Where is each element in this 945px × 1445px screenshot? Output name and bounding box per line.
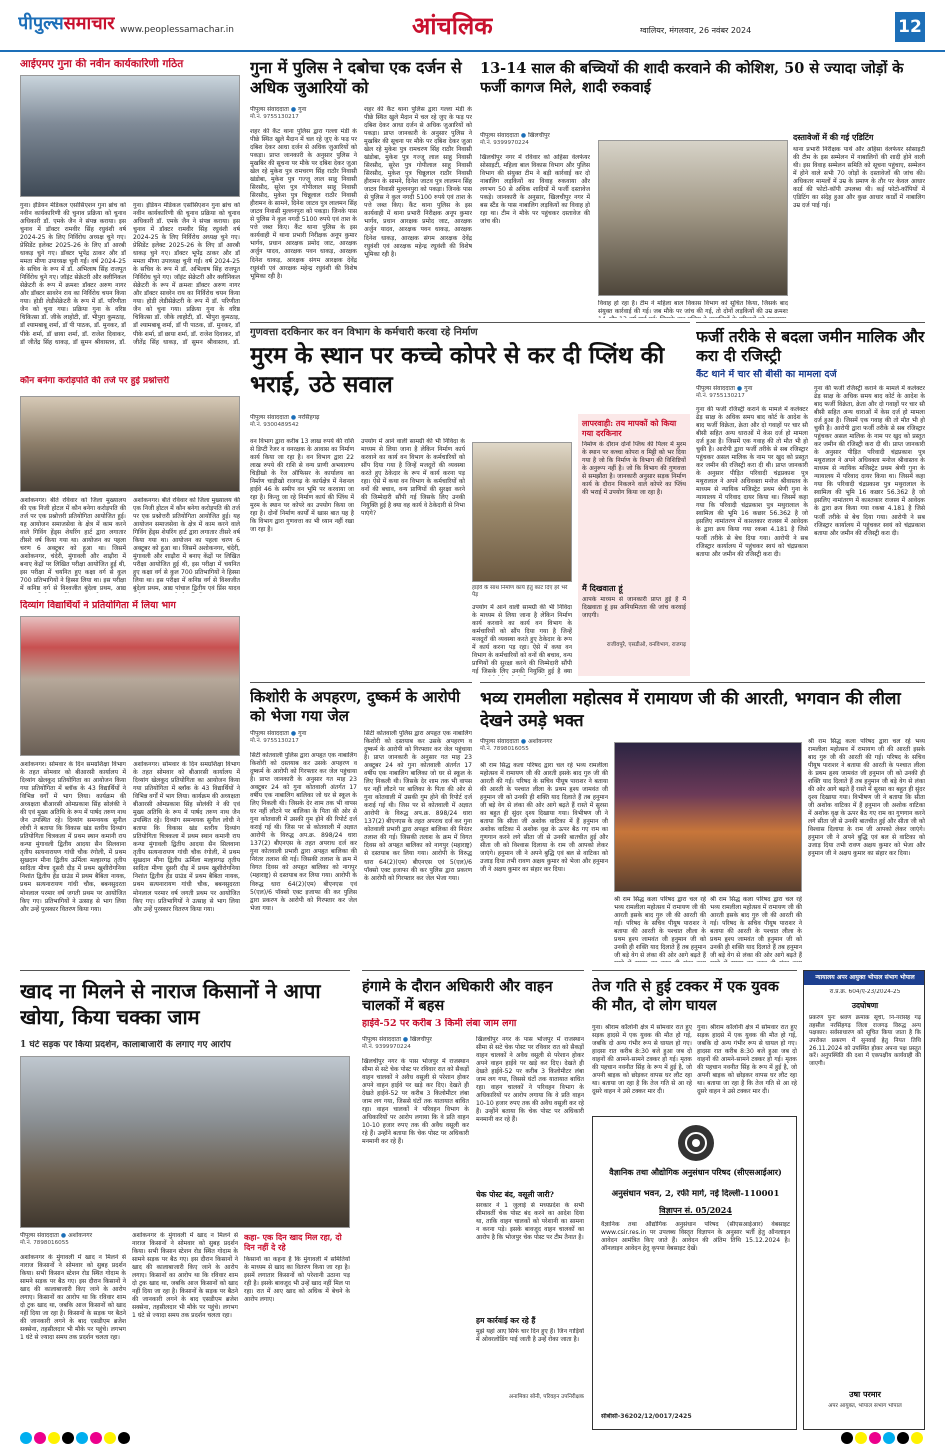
article-body: अशोकनगर। सोमवार के दिन समग्रशिक्षा विभाग के तहत सोमवार को बीआरसी कार्यालय में दिव्यांग खेलकूद प्रतियोगिता का आयोजन किया गया प्रतियोगिता में ब्लॉक के 43 विद्यार्थियों ने विभिन्न वर्गों में भाग लिया। कार्यक्रम की अध्यक्षता बीआरसी ओमप्रकाश सिंह सोलंकी ने की एवं मुख्य अतिथि के रूप में पार्षद तरुण नाथ जैन उपस्थित रहे। दिव्यांग समन्वयक सुनील लोधी ने बताया कि विकास खंड स्तरीय दिव्यांग प्रतियोगिता चित्रकला में प्रथम स्थान कमानी राय कन्या मुंगावली द्वितीय आदया सैन सिलवाना तृतीय सत्यनारायण गांधी चौक रंगोली, में प्रथम सुखदान मीना द्वितीय ऊर्मिला मल्हारगढ़ तृतीय सादिता मीणा दूसरी दौड़ में प्रथम खुशीरोगनिया निशांत द्वितीय हेंड ग्राउंड में प्रथम बैबिता नायक, प्रथम सत्यनारायण गांधी चौक, बबनसुदरता मोनलाल परमार वर्ष जगती प्रथम पर आयोजित किए गए। प्रतिभागियों ने उत्साह से भाग लिया और उन्हें पुरस्कार वितरण किया गया।	[20, 761, 126, 913]
article-body-cont: खिलचीपुर नगर के पास भोजपुर में राजस्थान सीमा से सटे चेक पोस्ट पर रविवार रात को सैकड़ों वाहन चालकों ने अवैध वसूली से परेशान होकर अपने वाहन हाईवे पर खड़े कर दिए। देखते ही देखते हाईवे-52 पर करीब 3 किलोमीटर लंबा जाम लग गया, जिससे घंटों तक यातायात बाधित रहा। वाहन चालकों ने परिवहन विभाग के अधिकारियों पर आरोप लगाया कि वे प्रति वाहन 10-10 हजार रुपए तक की अवैध वसूली कर रहे हैं। उन्होंने बताया कि चेक पोस्ट पर अधिकारी मनमानी कर रहे हैं।	[476, 1036, 584, 1124]
divider	[362, 970, 584, 971]
magenta-swatch	[869, 1432, 881, 1444]
quote-body: आपके माध्यम से जानकारी प्राप्त हुई है मैं दिखवाता हूं इस अनियमितता की जांच करवाई जाएगी।	[582, 595, 686, 619]
event-photo	[20, 616, 240, 756]
fertilizer-box	[244, 1232, 350, 1430]
yellow-swatch	[911, 1432, 923, 1444]
article-body-cont2: श्री राम सिद्ध कला परिषद द्वारा चल रहे भव्य रामलीला महोत्सव में रामायण जी की आरती इसके बाद गुरु जी की आरती की गई। परिषद के सचिव पीयूष पाराशर ने बताया की आरती के पश्चात लीला के प्रथम हृश्य जामवंत जी हनुमान जी को उनकी ही शक्ति याद दिलाते हैं तब हनुमान जी बड़े वेग से लंका की ओर आगे बढ़ते हैं	[710, 896, 802, 960]
color-registration-strip	[20, 1432, 280, 1444]
article-body-cont: गुना। इंडियन मेडिकल एसोसिएशन गुना ब्रांच को नवीन कार्यकारिणी की चुनाव प्रक्रिया को चुनाव अधिकारी डॉ. एमके जैन ने संपन्न कराया। इस चुनाव में डॉक्टर रामवीर सिंह रघुवंशी वर्ष 2024-25 के लिए निर्विरोध अध्यक्ष चुने गए। प्रेसिडेंट इलेक्ट 2025-26 के लिए डॉ आरबी धाकड़ चुने गए। डॉक्टर भूपेंद्र ठाकर और डॉ ममता मीणा उपाध्यक्ष चुनी गईं। वर्ष 2024-25 के सचिव के रूप में डॉ. अभिलाष सिंह राजपूत निर्विरोध चुने गए। जॉइंट सेक्रेटरी और क्लीनिकल सेक्रेटरी के रूप में क्रमशः डॉक्टर अरुण नागर और डॉक्टर सावरेन राय का निर्विरोध चयन किया गया। होडी लेडीसेक्रेटरी के रूप में डॉ. परिणीता जैन को चुना गया। प्रक्रिया गुना के वरिष्ठ चिकित्सा डॉ. जीके लाहोटी, डॉ. भीपुरा कुमठाड़, डॉ श्यामबाबू शर्मा, डॉ पी पाठक, डॉ. मुनकर, डॉ पीके शर्मा, डॉ छाया शर्मा, डॉ. राजेश दिवाकर, डॉ जीतेंद्र सिंह धाकड़, डॉ सुमन श्रीवास्तव, डॉ.	[133, 202, 240, 346]
headline: तेज गति से हुई टक्कर में एक युवक की मौत, दो लोग घायल	[592, 978, 779, 1014]
article-body: श्री राम सिद्ध कला परिषद द्वारा चल रहे भव्य रामलीला महोत्सव में रामायण जी की आरती इसके बाद गुरु जी की आरती की गई। परिषद के सचिव पीयूष पाराशर ने बताया की आरती के पश्चात लीला के प्रथम हृश्य जामवंत जी हनुमान जी को उनकी ही शक्ति याद दिलाते हैं तब हनुमान जी बड़े वेग से लंका की ओर आगे बढ़ते हैं रास्ते में सुरसा का बहुत ही सुंदर दृश्य दिखाया गया। विभीषण जी ने बताया कि सीता जी अशोक वाटिका में हैं हनुमान जी अशोक वाटिका में अशोक वृक्ष के ऊपर बैठ गए राम का गुणगान करने लगे सीता जी से उनकी बातचीत हुई और सीता जी को विश्वास दिलाया के राम जी आपको लेकर जाएंगे। हनुमान जी ने अपने बुद्धि एवं बल से वाटिका को उजाड़ दिया तभी रावण अक्षय कुमार को भेजा और हनुमान जी ने अक्षय कुमार का संहार कर दिया।	[480, 762, 608, 874]
article-divyang	[20, 600, 240, 970]
divider	[250, 322, 690, 323]
protest-photo	[20, 1056, 350, 1228]
deck: 1 घंटे सड़क पर किया प्रदर्शन, कालाबाजारी के लगाए गए आरोप	[20, 1040, 231, 1050]
article-body-cont: अशोकनगर के मुंगावली में खाद न मिलने से नाराज किसानों ने सोमवार को सुबह प्रदर्शन किया। सभी किसान स्टेशन रोड स्थित गोदाम के सामने सड़क पर बैठ गए। इस दौरान किसानों ने खाद की कालाबाजारी किए जाने के आरोप लगाए। किसानों का आरोप था कि रविवार शाम दो ट्रक खाद था, जबकि आज किसानों को खाद नहीं दिया जा रहा है। किसानों के सड़क पर बैठने की जानकारी लगने के बाद एसडीएम ब्रजेश सक्सेना, तहसीलदार भी मौके पर पहुंचे। लगभग 1 घंटे से ज्यादा समय तक प्रदर्शन चलता रहा।	[132, 1232, 238, 1320]
quiz-photo	[20, 396, 240, 492]
divider	[696, 322, 925, 323]
article-body-cont: विवाह हो रहा है। टीम ने महिला बाल विकास विभाग को सूचित किया, जिसके बाद संयुक्त कार्रवाई की गई। जब मौके पर जांच की गई, तो दोनों लड़कियों की उम्र क्रमशः	[598, 300, 788, 316]
csir-code: सीबीसी-36202/12/0017/2425	[601, 1413, 692, 1420]
article-highway-jam	[362, 970, 584, 1430]
cyan-swatch	[76, 1432, 88, 1444]
quote-title: मैं दिखवाता हूं	[582, 583, 623, 593]
negligence-box	[578, 414, 690, 676]
headline: आईएमए गुना की नवीन कार्यकारिणी गठित	[20, 58, 184, 70]
headline: खाद ना मिलने से नाराज किसानों ने आपा खोया, किया चक्का जाम	[20, 979, 321, 1029]
article-accident	[592, 970, 797, 1110]
article-fertilizer	[20, 970, 350, 1430]
case-number: रा.प्र.क्र. 604/ए-23/2024-25	[829, 989, 901, 995]
black-swatch	[841, 1432, 853, 1444]
article-kbc-quiz	[20, 376, 240, 594]
article-body: सिटी कोतवाली पुलिस द्वारा अपहृत एक नाबालिग किशोरी को दस्तयाब कर उसके अपहरण व दुष्कर्म के आरोपी को गिरफ्तार कर जेल पहुंचाया है। प्राप्त जानकारी के अनुसार गत माह 23 अक्टूबर 24 को गुना कोतवाली अंतर्गत 17 वर्षीय एक नाबालिग बालिका जो घर से स्कूल के लिए निकली थी। जिसके देर शाम तक भी वापस घर नहीं लौटने पर बालिका के पिता की ओर से गुना कोतवाली में उसकी गुम होने की रिपोर्ट दर्ज कराई गई थी। जिस पर से कोतवाली में अज्ञात आरोपी के विरुद्ध अप.क्र. 898/24 धारा 137(2) बीएनएस के तहत अपराध दर्ज कर गुना कोतवाली प्रभारी द्वारा अपहृत बालिका की निरंतर तलाश की गई। जिसकी तलाश के क्रम में विगत दिवस को अपहृत बालिका को नागपुर (महाराष्ट्र) से दस्तयाब कर लिया गया। आरोपी के विरुद्ध धारा 64(2)(एम) बीएनएस एवं 5(एल)/6 पॉक्सो एक्ट इजाफा की कर पुलिस द्वारा प्रकरण के आरोपी को गिरफ्तार कर जेल भेजा गया।	[250, 752, 357, 912]
sidebar-editing	[793, 132, 925, 318]
csir-address: अनुसंधान भवन, 2, रफी मार्ग, नई दिल्ली-110001	[611, 1189, 780, 1199]
csir-notice: विज्ञापन सं. 05/2024	[659, 1205, 732, 1215]
headline: हंगामे के दौरान अधिकारी और वाहन चालकों में बहस	[362, 978, 553, 1014]
article-body: गुना। श्रीराम कॉलोनी क्षेत्र में सोमवार रात हुए सड़क हादसे में एक युवक की मौत हो गई, जबकि दो अन्य गंभीर रूप से घायल हो गए। हादसा रात करीब 8:30 बजे हुआ जब दो वाहनों की आमने-सामने टक्कर हो गई। मृतक की पहचान नवनीत सिंह के रूप में हुई है, जो अपनी बाइक को छोड़कर वापस घर लौट रहा था। बताया जा रहा है कि तेज गति से आ रहे दूसरे वाहन ने उसे टक्कर मार दी।	[592, 1024, 692, 1096]
byline: पीपुल्स संवाददाता ● अशोकनगर मो.नं. 7898016055	[20, 1232, 93, 1246]
box-title: लापरवाही: तय मापकों को किया गया दरकिनार	[582, 418, 677, 438]
byline: पीपुल्स संवाददाता ● नरसिंहगढ़ मो.नं. 9300489542	[250, 414, 320, 428]
notice-header: न्यायालय अपर आयुक्त भोपाल संभाग भोपाल	[804, 971, 925, 985]
court-notice[interactable]	[803, 970, 925, 1430]
csir-advertisement[interactable]	[592, 1116, 797, 1430]
divider	[20, 970, 350, 971]
cyan-swatch	[883, 1432, 895, 1444]
notice-sign-title: अपर आयुक्त, भोपाल संभाग भोपाल	[828, 1403, 902, 1409]
black-swatch	[62, 1432, 74, 1444]
brand-logo[interactable]: पीपुल्ससमाचार	[18, 13, 115, 34]
divider	[592, 970, 797, 971]
article-body: खिलचीपुर नगर में रविवार को अहिंसा वेलफेयर सोसाइटी, महिला बाल विकास विभाग और पुलिस विभाग की संयुक्त टीम ने बड़ी कार्रवाई कर दो नाबालिग लड़कियों का विवाह रुकवाया और लगभग 50 से अधिक शादियों में फर्जी दस्तावेज पकड़े। जानकारी के अनुसार, खिलचीपुर नगर में बस स्टैंड के पास नाबालिग लड़कियों का विवाह हो रहा था। टीम ने मौके पर पहुंचकर दस्तावेज की जांच की।	[480, 154, 590, 226]
notice-sign: उषा परमार	[849, 1389, 881, 1399]
sidebar-title: दस्तावेजों में की गई एडिटिंग	[793, 132, 874, 142]
section-title: आंचलिक	[412, 11, 493, 40]
article-fake-registry	[696, 322, 925, 677]
sub1-title: चेक पोस्ट बंद, वसूली जारी?	[476, 1190, 554, 1199]
article-child-marriage	[480, 60, 925, 318]
article-kidnap	[250, 682, 472, 964]
website-url[interactable]: www.peoplessamachar.in	[120, 25, 234, 35]
magenta-swatch	[90, 1432, 102, 1444]
black-swatch	[897, 1432, 909, 1444]
article-body-cont: अशोकनगर। सोमवार के दिन समग्रशिक्षा विभाग के तहत सोमवार को बीआरसी कार्यालय में दिव्यांग खेलकूद प्रतियोगिता का आयोजन किया गया प्रतियोगिता में ब्लॉक के 43 विद्यार्थियों ने विभिन्न वर्गों में भाग लिया। कार्यक्रम की अध्यक्षता बीआरसी ओमप्रकाश सिंह सोलंकी ने की एवं मुख्य अतिथि के रूप में पार्षद तरुण नाथ जैन उपस्थित रहे। दिव्यांग समन्वयक सुनील लोधी ने बताया कि विकास खंड स्तरीय दिव्यांग प्रतियोगिता चित्रकला में प्रथम स्थान कमानी राय कन्या मुंगावली द्वितीय आदया सैन सिलवाना तृतीय सत्यनारायण गांधी चौक रंगोली, में प्रथम सुखदान मीना द्वितीय ऊर्मिला मल्हारगढ़ तृतीय सादिता मीणा दूसरी दौड़ में प्रथम खुशीरोगनिया निशांत द्वितीय हेंड ग्राउंड में प्रथम बैबिता नायक, प्रथम सत्यनारायण गांधी चौक, बबनसुदरता मोनलाल परमार वर्ष जगती प्रथम पर आयोजित किए गए। प्रतिभागियों ने उत्साह से भाग लिया और उन्हें पुरस्कार वितरण किया गया।	[133, 761, 240, 913]
ramlila-photo	[614, 742, 802, 892]
article-body-cont: गुना। श्रीराम कॉलोनी क्षेत्र में सोमवार रात हुए सड़क हादसे में एक युवक की मौत हो गई, जबकि दो अन्य गंभीर रूप से घायल हो गए। हादसा रात करीब 8:30 बजे हुआ जब दो वाहनों की आमने-सामने टक्कर हो गई। मृतक की पहचान नवनीत सिंह के रूप में हुई है, जो अपनी बाइक को छोड़कर वापस घर लौट रहा था। बताया जा रहा है कि तेज गति से आ रहे दूसरे वाहन ने उसे टक्कर मार दी।	[697, 1024, 797, 1096]
article-gambling	[250, 58, 472, 320]
cyan-swatch	[20, 1432, 32, 1444]
article-plinth	[250, 322, 690, 677]
sub2-title: हम कार्रवाई कर रहे हैं	[476, 1315, 536, 1325]
raid-photo	[598, 140, 788, 296]
article-body-cont: सिटी कोतवाली पुलिस द्वारा अपहृत एक नाबालिग किशोरी को दस्तयाब कर उसके अपहरण व दुष्कर्म के आरोपी को गिरफ्तार कर जेल पहुंचाया है। प्राप्त जानकारी के अनुसार गत माह 23 अक्टूबर 24 को गुना कोतवाली अंतर्गत 17 वर्षीय एक नाबालिग बालिका जो घर से स्कूल के लिए निकली थी। जिसके देर शाम तक भी वापस घर नहीं लौटने पर बालिका के पिता की ओर से गुना कोतवाली में उसकी गुम होने की रिपोर्ट दर्ज कराई गई थी। जिस पर से कोतवाली में अज्ञात आरोपी के विरुद्ध अप.क्र. 898/24 धारा 137(2) बीएनएस के तहत अपराध दर्ज कर गुना कोतवाली प्रभारी द्वारा अपहृत बालिका की निरंतर तलाश की गई। जिसकी तलाश के क्रम में विगत दिवस को अपहृत बालिका को नागपुर (महाराष्ट्र) से दस्तयाब कर लिया गया। आरोपी के विरुद्ध धारा 64(2)(एम) बीएनएस एवं 5(एल)/6 पॉक्सो एक्ट इजाफा की कर पुलिस द्वारा प्रकरण के आरोपी को गिरफ्तार कर जेल भेजा गया।	[364, 730, 472, 882]
article-body: गुना की फर्जी रजिस्ट्री कराने के मामले में कलेक्टर ढेड़ साक्ष के अधिक समय बाद कोर्ट के आदेश के बाद फर्जी विक्रेता, क्रेता और दो गवाहों पर चार सौ बीसी सहित अन्य धाराओं में केस दर्ज हो मामला दर्ज हुआ है। जिसमें एक गवाह की तो मौत भी हो चुकी है। आरोपी द्वारा फर्जी तरीके से सब रजिस्ट्रार पहुंचकर असल मालिक के नाम पर खुद को प्रस्तुत कर जमीन की रजिस्ट्री करा दी थी। प्राप्त जानकारी के अनुसार पीड़ित परिवादी चंद्रप्रकाश पुत्र मथुरालाल ने अपने अधिवक्ता मनोज श्रीवास्तव के माध्यम से न्यायिक मजिस्ट्रेट प्रथम श्रेणी गुना के न्यायालय में परिवाद दायर किया था। जिसमें कहा गया कि परिवादी चंद्रप्रकाश पुत्र मथुरालाल के स्वामित्व की भूमि 16 कछार 56.362 है जो इसलिए नामांतरण में काश्तकार राजस्व में आवेदक के द्वारा क्रय किया गया रकबा 4.181 है जिसे फर्जी तरीके से बेच दिया गया। आरोपी ने सब रजिस्ट्रार कार्यालय में पहुंचकर स्वयं को चंद्रप्रकाश बताया और जमीन की रजिस्ट्री करा दी।	[696, 406, 808, 558]
csir-name: वैज्ञानिक तथा औद्योगिक अनुसंधान परिषद (सीएसआईआर)	[609, 1167, 782, 1177]
box-body: निर्माण के दौरान दोनों प्लिंथ की पिलर में मुरम के स्थान पर कच्चा कोपरा व मिट्टी को भर दिया गया है जो कि निर्माण के विभाग की विशिष्टियों के अनुरूप नहीं है। जो कि विभाग की गुणवत्ता से समझौता है। जानकारी अनुसार सड़क निर्माण कार्य के दौरान निकलने वाले कोपरे का प्लिंथ की भराई में उपयोग किया जा रहा है।	[582, 441, 686, 497]
article-body-cont: श्री राम सिद्ध कला परिषद द्वारा चल रहे भव्य रामलीला महोत्सव में रामायण जी की आरती इसके बाद गुरु जी की आरती की गई। परिषद के सचिव पीयूष पाराशर ने बताया की आरती के पश्चात लीला के प्रथम हृश्य जामवंत जी हनुमान जी को उनकी ही शक्ति याद दिलाते हैं तब हनुमान जी बड़े वेग से लंका की ओर आगे बढ़ते हैं	[614, 896, 706, 960]
page-number: 12	[895, 12, 925, 42]
byline: पीपुल्स संवाददाता ● खिलचीपुर मो.नं. 9399970224	[480, 132, 550, 146]
yellow-swatch	[48, 1432, 60, 1444]
divider	[480, 682, 925, 683]
article-body: खिलचीपुर नगर के पास भोजपुर में राजस्थान सीमा से सटे चेक पोस्ट पर रविवार रात को सैकड़ों वाहन चालकों ने अवैध वसूली से परेशान होकर अपने वाहन हाईवे पर खड़े कर दिए। देखते ही देखते हाईवे-52 पर करीब 3 किलोमीटर लंबा जाम लग गया, जिससे घंटों तक यातायात बाधित रहा। वाहन चालकों ने परिवहन विभाग के अधिकारियों पर आरोप लगाया कि वे प्रति वाहन 10-10 हजार रुपए तक की अवैध वसूली कर रहे हैं। उन्होंने बताया कि चेक पोस्ट पर अधिकारी मनमानी कर रहे हैं।	[362, 1058, 469, 1146]
sub1-body: सरकार ने 1 जुलाई से मध्यप्रदेश के सभी सीमावर्ती चेक पोस्ट बंद करने का आदेश दिया था, ताकि वाहन चालकों को परेशानी का सामना न करना पड़े। इसके बावजूद वाहन चालकों का आरोप है कि भोजपुर चेक पोस्ट पर टीम तैनात है।	[476, 1201, 584, 1242]
deck: कैंट थाने में चार सौ बीसी का मामला दर्ज	[696, 369, 837, 380]
group-photo	[20, 75, 240, 197]
kicker: गुणवत्ता दरकिनार कर वन विभाग के कर्मचारी करवा रहे निर्माण	[250, 327, 478, 338]
quote-sign: राजीवपुरे, एसडीओ, वनविभाग, राजगढ़	[606, 641, 686, 648]
dateline: ग्वालियर, मंगलवार, 26 नवंबर 2024	[640, 26, 752, 35]
color-registration-strip-right	[720, 1432, 925, 1444]
article-body-cont: शहर की कैंट थाना पुलिस द्वारा गल्ला मंडी के पीछे स्थित खुले मैदान में चल रहे जुए के फड़ पर दबिश देकर आधा दर्जन से अधिक जुआरियों को पकड़ा। प्राप्त जानकारी के अनुसार पुलिस ने मुखबिर की सूचना पर मौके पर दबिश देकर जुआ खेल रहे मुकेश पुत्र रामचरण सिंह राठौर निवासी खंडोबा, मुकेश पुत्र गज्जू लाल साहू निवासी सिरसौद, सुरेश पुत्र गोपीलाल साहू निवासी सिरसौद, मुकेश पुत्र चिन्नूलाल राठौर निवासी हीरामन के सामने, दिनेश जाटव पुत्र लालमन सिंह जाटव निवासी मुल्लनपुरा को पकड़ा। जिनके पास से पुलिस ने कुल नगदी 5100 रुपये एवं ताश के पत्ते जब्त किए। कैंट थाना पुलिस के इस कार्यवाही में थाना प्रभारी निरीक्षक अनूप कुमार भार्गव, प्रधान आरक्षक प्रमोद जाट, आरक्षक अर्जुन यादव, आरक्षक पवन धाकड़, आरक्षक दिनेश धाकड़, आरक्षक संगम आरक्षक देवेंद्र रघुवंशी एवं आरक्षक महेन्द्र रघुवंशी की विशेष भूमिका रही है।	[364, 106, 472, 258]
article-body: अशोकनगर। बीते रविवार को जिला मुख्यालय की एक निजी होटल में कौन बनेगा करोड़पति की तर्ज पर एक प्रश्नोत्तरी प्रतियोगिता आयोजित हुई। यह आयोजन समाजसेवा के क्षेत्र में काम करने वाले गिविंग हेंड्स शेयरिंग हार्ट द्वारा लगातार तीसरे वर्ष किया गया था। आयोजन का पहला चरण 6 अक्टूबर को हुआ था। जिसमें अशोकनगर, चंदेरी, मुंगावली और शाढ़ौरा में बनाए केंद्रों पर लिखित परीक्षा आयोजित हुई थी, इस परीक्षा में चयनित हुए कक्षा वर्ग से कुल 700 प्रतिभागियों ने हिस्सा लिया था। इस परीक्षा में कनिष्ठ वर्ग से विश्वजीत बुंदेला प्रथम, आद्य	[20, 497, 126, 593]
article-ima-guna	[20, 58, 240, 348]
article-body: अशोकनगर के मुंगावली में खाद न मिलने से नाराज किसानों ने सोमवार को सुबह प्रदर्शन किया। सभी किसान स्टेशन रोड स्थित गोदाम के सामने सड़क पर बैठ गए। इस दौरान किसानों ने खाद की कालाबाजारी किए जाने के आरोप लगाए। किसानों का आरोप था कि रविवार शाम दो ट्रक खाद था, जबकि आज किसानों को खाद नहीं दिया जा रहा है। किसानों के सड़क पर बैठने की जानकारी लगने के बाद एसडीएम ब्रजेश सक्सेना, तहसीलदार भी मौके पर पहुंचे। लगभग 1 घंटे से ज्यादा समय तक प्रदर्शन चलता रहा।	[20, 1254, 126, 1342]
article-ramlila	[480, 682, 925, 964]
article-body-cont: गुना की फर्जी रजिस्ट्री कराने के मामले में कलेक्टर ढेड़ साक्ष के अधिक समय बाद कोर्ट के आदेश के बाद फर्जी विक्रेता, क्रेता और दो गवाहों पर चार सौ बीसी सहित अन्य धाराओं में केस दर्ज हो मामला दर्ज हुआ है। जिसमें एक गवाह की तो मौत भी हो चुकी है। आरोपी द्वारा फर्जी तरीके से सब रजिस्ट्रार पहुंचकर असल मालिक के नाम पर खुद को प्रस्तुत कर जमीन की रजिस्ट्री करा दी थी। प्राप्त जानकारी के अनुसार पीड़ित परिवादी चंद्रप्रकाश पुत्र मथुरालाल ने अपने अधिवक्ता मनोज श्रीवास्तव के माध्यम से न्यायिक मजिस्ट्रेट प्रथम श्रेणी गुना के न्यायालय में परिवाद दायर किया था। जिसमें कहा गया कि परिवादी चंद्रप्रकाश पुत्र मथुरालाल के स्वामित्व की भूमि 16 कछार 56.362 है जो इसलिए नामांतरण में काश्तकार राजस्व में आवेदक के द्वारा क्रय किया गया रकबा 4.181 है जिसे फर्जी तरीके से बेच दिया गया। आरोपी ने सब रजिस्ट्रार कार्यालय में पहुंचकर स्वयं को चंद्रप्रकाश बताया और जमीन की रजिस्ट्री करा दी।	[814, 385, 925, 537]
yellow-swatch	[104, 1432, 116, 1444]
headline: फर्जी तरीके से बदला जमीन मालिक और करा दी रजिस्ट्री	[696, 327, 925, 366]
byline: पीपुल्स संवाददाता ● गुना मो.नं. 9755130217	[696, 385, 753, 399]
article-col2	[476, 1036, 584, 1430]
csir-logo-icon	[678, 1125, 714, 1161]
quote-sign: अनामिका सोनी, परिवहन उपनिरीक्षक	[508, 1393, 584, 1400]
byline: पीपुल्स संवाददाता ● गुना मो.नं. 9755130217	[250, 730, 307, 744]
byline: पीपुल्स संवाददाता ● गुना मो.नं. 9755130217	[250, 106, 307, 120]
csir-body: वैज्ञानिक तथा औद्योगिक अनुसंधान परिषद (सीएसआईआर) वेबसाइट www.csir.res.in पर उपलब्ध विस्तृत विज्ञापन के अनुसार भर्ती हेतु ऑनलाइन आवेदन आमंत्रित किए जाते हैं। आवेदन की अंतिम तिथि 15.12.2024 है। ऑनलाइन आवेदन हेतु कृपया वेबसाइट देखें।	[601, 1221, 790, 1253]
article-body: शहर की कैंट थाना पुलिस द्वारा गल्ला मंडी के पीछे स्थित खुले मैदान में चल रहे जुए के फड़ पर दबिश देकर आधा दर्जन से अधिक जुआरियों को पकड़ा। प्राप्त जानकारी के अनुसार पुलिस ने मुखबिर की सूचना पर मौके पर दबिश देकर जुआ खेल रहे मुकेश पुत्र रामचरण सिंह राठौर निवासी खंडोबा, मुकेश पुत्र गज्जू लाल साहू निवासी सिरसौद, सुरेश पुत्र गोपीलाल साहू निवासी सिरसौद, मुकेश पुत्र चिन्नूलाल राठौर निवासी हीरामन के सामने, दिनेश जाटव पुत्र लालमन सिंह जाटव निवासी मुल्लनपुरा को पकड़ा। जिनके पास से पुलिस ने कुल नगदी 5100 रुपये एवं ताश के पत्ते जब्त किए। कैंट थाना पुलिस के इस कार्यवाही में थाना प्रभारी निरीक्षक अनूप कुमार भार्गव, प्रधान आरक्षक प्रमोद जाट, आरक्षक अर्जुन यादव, आरक्षक पवन धाकड़, आरक्षक दिनेश धाकड़, आरक्षक संगम आरक्षक देवेंद्र रघुवंशी एवं आरक्षक महेन्द्र रघुवंशी की विशेष भूमिका रही है।	[250, 128, 357, 280]
headline: 13-14 साल की बच्चियों की शादी करवाने की कोशिश, 50 से ज्यादा जोड़ों के फर्जी कागज मिले, शादी रुकवाई	[480, 60, 904, 96]
byline: पीपुल्स संवाददाता ● खिलचीपुर मो.नं. 9399970224	[362, 1036, 432, 1050]
sidebar-body: थाना प्रभारी निरीक्षक पार्थ और अहिंसा वेलफेयर सोसाइटी की टीम के इस सम्मेलन में नाबालिगों की शादी होने वाली थी। इस विवाह सम्मेलन समिति को सूचना पहुंचाए, सम्मेलन में होने वाले सभी 70 जोड़ों के दस्तावेजों की जांच की। अधिकतर मामलों में उम्र के प्रमाण के तौर पर केवल आधार कार्ड की फोटो-कॉपी उपलब्ध थी। कई फोटो-कॉपियों में एडिटिंग का संदेह हुआ और कुछ आधार कार्डों में नाबालिग उम्र दर्ज पाई गई।	[793, 146, 925, 210]
magenta-swatch	[34, 1432, 46, 1444]
yellow-swatch	[855, 1432, 867, 1444]
article-body-cont3: श्री राम सिद्ध कला परिषद द्वारा चल रहे भव्य रामलीला महोत्सव में रामायण जी की आरती इसके बाद गुरु जी की आरती की गई। परिषद के सचिव पीयूष पाराशर ने बताया की आरती के पश्चात लीला के प्रथम हृश्य जामवंत जी हनुमान जी को उनकी ही शक्ति याद दिलाते हैं तब हनुमान जी बड़े वेग से लंका की ओर आगे बढ़ते हैं रास्ते में सुरसा का बहुत ही सुंदर दृश्य दिखाया गया। विभीषण जी ने बताया कि सीता जी अशोक वाटिका में हैं हनुमान जी अशोक वाटिका में अशोक वृक्ष के ऊपर बैठ गए राम का गुणगान करने लगे सीता जी से उनकी बातचीत हुई और सीता जी को विश्वास दिलाया के राम जी आपको लेकर जाएंगे। हनुमान जी ने अपने बुद्धि एवं बल से वाटिका को उजाड़ दिया तभी रावण अक्षय कुमार को भेजा और हनुमान जी ने अक्षय कुमार का संहार कर दिया।	[808, 738, 925, 858]
sub2-body: मुझे यहां आए सिर्फ चार दिन हुए हैं। जिन गाड़ियों में ओवरलोडिंग पाई जाती है उन्हें रोका जाता है।	[476, 1327, 584, 1343]
black-swatch	[118, 1432, 130, 1444]
headline: गुना में पुलिस ने दबोचा एक दर्जन से अधिक जुआरियों को	[250, 58, 462, 97]
box-title: कहा- एक दिन खाद मिल रहा, दो दिन नहीं दे रहे	[244, 1232, 342, 1253]
article-body-cont: उपयोग में आने वाली सामग्री की भी निविदा के माध्यम से लिया जाना है लेकिन निर्माण कार्य करवाने का कार्य वन विभाग के कर्मचारियों को सौंप दिया गया है जिन्हें मजदूरों की व्यवस्था करते हुए ठेकेदार के रूप में कार्य करना पड़ रहा। ऐसे में कथा वन विभाग के कर्मचारियों को वनों की बचाव, वन्य प्राणियों की सुरक्षा करने की जिम्मेदारी सौंपी गई जिसके लिए उनकी नियुक्ति हुई है क्या वह कार्य वे ठेकेदारी से निभा पाएंगे?	[361, 438, 465, 518]
article-body: वन विभाग द्वारा करीब 13 लाख रुपये की राशि से डिप्टी रेंजर व वनरक्षक के आवास का निर्माण कार्य किया जा रहा है। वन विभाग द्वारा 22 लाख रुपये की राशि से वन्य प्राणी अभयारण्य चिड़ीखो के रेंज ऑफिसर के कार्यालय का निर्माण चाड़ीखो राजगढ़ के कार्यक्षेत्र में नेशनल हाईवे 46 के समीप वन भूमि पर करवाया जा रहा है। किन्तु जा रहे निर्माण कार्य की प्लिंथ में मुरम के स्थान पर कोपरे का उपयोग किया जा रहा है। दोनों निर्माण कार्यों में खास बात यह है कि विभाग द्वारा गुणवत्ता का भी ध्यान नहीं रखा जा रहा है।	[250, 438, 354, 534]
headline: भव्य रामलीला महोत्सव में रामायण जी की आरती, भगवान की लीला देखने उमड़े भक्त	[480, 689, 901, 732]
notice-body: प्रकरण पुनः श्रवण क्रमांक सूची, नि-नरसिंह गढ़ तहसील नरसिंहगढ़ जिला राजगढ़ विरुद्ध अन्य पक्षकार। सर्वसाधारण को सूचित किया जाता है कि उपरोक्त प्रकरण में सुनवाई हेतु नियत तिथि 26.11.2024 को उपस्थित होकर अपना पक्ष प्रस्तुत करें। अनुपस्थिति की दशा में एकपक्षीय कार्यवाही की जाएगी।	[809, 1015, 921, 1067]
article-body: गुना। इंडियन मेडिकल एसोसिएशन गुना ब्रांच को नवीन कार्यकारिणी की चुनाव प्रक्रिया को चुनाव अधिकारी डॉ. एमके जैन ने संपन्न कराया। इस चुनाव में डॉक्टर रामवीर सिंह रघुवंशी वर्ष 2024-25 के लिए निर्विरोध अध्यक्ष चुने गए। प्रेसिडेंट इलेक्ट 2025-26 के लिए डॉ आरबी धाकड़ चुने गए। डॉक्टर भूपेंद्र ठाकर और डॉ ममता मीणा उपाध्यक्ष चुनी गईं। वर्ष 2024-25 के सचिव के रूप में डॉ. अभिलाष सिंह राजपूत निर्विरोध चुने गए। जॉइंट सेक्रेटरी और क्लीनिकल सेक्रेटरी के रूप में क्रमशः डॉक्टर अरुण नागर और डॉक्टर सावरेन राय का निर्विरोध चयन किया गया। होडी लेडीसेक्रेटरी के रूप में डॉ. परिणीता जैन को चुना गया। प्रक्रिया गुना के वरिष्ठ चिकित्सा डॉ. जीके लाहोटी, डॉ. भीपुरा कुमठाड़, डॉ श्यामबाबू शर्मा, डॉ पी पाठक, डॉ. मुनकर, डॉ पीके शर्मा, डॉ छाया शर्मा, डॉ. राजेश दिवाकर, डॉ जीतेंद्र सिंह धाकड़, डॉ सुमन श्रीवास्तव, डॉ.	[20, 202, 126, 346]
construction-photo	[472, 442, 572, 582]
headline: कौन बनेगा करोड़पति की तर्ज पर हुई प्रश्नोत्तरी	[20, 376, 170, 386]
headline: दिव्यांग विद्यार्थियों ने प्रतियोगिता में लिया भाग	[20, 600, 176, 611]
article-body-cont: अशोकनगर। बीते रविवार को जिला मुख्यालय की एक निजी होटल में कौन बनेगा करोड़पति की तर्ज पर एक प्रश्नोत्तरी प्रतियोगिता आयोजित हुई। यह आयोजन समाजसेवा के क्षेत्र में काम करने वाले गिविंग हेंड्स शेयरिंग हार्ट द्वारा लगातार तीसरे वर्ष किया गया था। आयोजन का पहला चरण 6 अक्टूबर को हुआ था। जिसमें अशोकनगर, चंदेरी, मुंगावली और शाढ़ौरा में बनाए केंद्रों पर लिखित परीक्षा आयोजित हुई थी, इस परीक्षा में चयनित हुए कक्षा वर्ग से कुल 700 प्रतिभागियों ने हिस्सा लिया था। इस परीक्षा में कनिष्ठ वर्ग से विश्वजीत बुंदेला प्रथम, आद्य पांचाल द्वितीय एवं प्रिंस यादव	[133, 497, 240, 593]
box-body: किसानों का कहना है कि मुंगावली में समितियों के माध्यम से खाद का वितरण किया जा रहा है। इसमें लगातार किसानों को परेशानी उठाना पड़ रही है। इसके बावजूद भी उन्हें खाद नहीं मिल पा रहा। रात में आए खाद को अधिक में बेचने के आरोप लगाए।	[244, 1255, 350, 1303]
headline: मुरम के स्थान पर कच्चे कोपरे से कर दी प्लिंथ की भराई, उठे सवाल	[250, 342, 665, 398]
photo-caption: हाईवे के साथ निर्माण कार्य हेतु काट दिए हरे भरे पेड़	[472, 585, 568, 599]
divider	[250, 682, 472, 683]
byline: पीपुल्स संवाददाता ● अशोकनगर मो.नं. 7898016055	[480, 738, 553, 752]
deck: हाईवे-52 पर करीब 3 किमी लंबा जाम लगा	[362, 1018, 517, 1029]
article-body-cont2: उपयोग में आने वाली सामग्री की भी निविदा के माध्यम से लिया जाना है लेकिन निर्माण कार्य करवाने का कार्य वन विभाग के कर्मचारियों को सौंप दिया गया है जिन्हें मजदूरों की व्यवस्था करते हुए ठेकेदार के रूप में कार्य करना पड़ रहा। ऐसे में कथा वन विभाग के कर्मचारियों को वनों की बचाव, वन्य प्राणियों की सुरक्षा करने की जिम्मेदारी सौंपी गई जिसके लिए उनकी नियुक्ति हुई है क्या	[472, 604, 572, 676]
notice-subhead: उदघोषणा	[851, 1001, 879, 1010]
masthead	[0, 0, 945, 52]
headline: किशोरी के अपहरण, दुष्कर्म के आरोपी को भेजा गया जेल	[250, 688, 461, 725]
